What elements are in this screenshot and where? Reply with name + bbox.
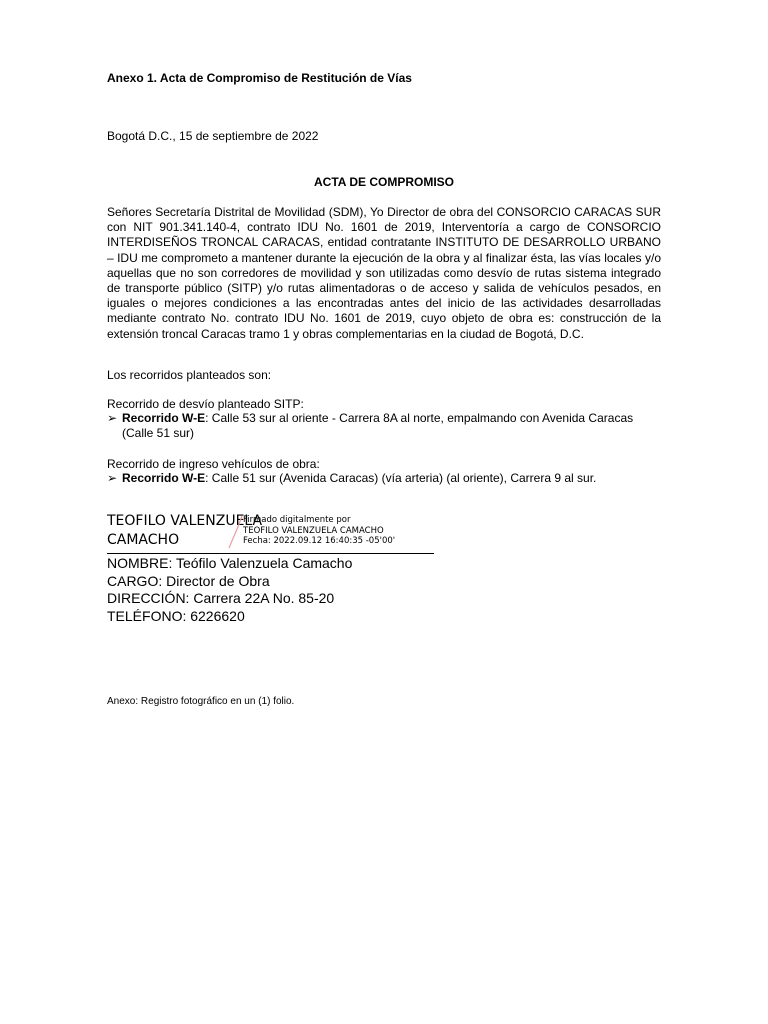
route-section-sitp [107,397,661,441]
contact-role: CARGO: Director de Obra [107,572,270,589]
contact-phone: TELÉFONO: 6226620 [107,607,245,624]
digital-signature-stamp [243,515,395,547]
signature-line [107,553,434,554]
route-bullet [107,471,661,486]
contact-block [107,555,352,625]
route-bullet-bold: Recorrido W-E [122,411,206,425]
commitment-paragraph: Señores Secretaría Distrital de Movilidad (SDM), Yo Director de obra del CONSORCIO CARACAS SUR con NIT 901.341.140-4, contrato IDU No. 1601 de 2019, Interventoría a cargo de CONSORCIO INTERDISEÑOS TRONCAL CARACAS, entidad contratante INSTITUTO DE DESARROLLO URBANO – IDU me comprometo a mantener durante la ejecución de la obra y al finalizar ésta, las vías locales y/o aquellas que no son corredores de movilidad y son utilizadas como desvío de rutas sistema integrado de transporte público (SITP) y/o rutas alimentadoras o de acceso y salida de vehículos pesados, en iguales o mejores condiciones a las encontradas antes del inicio de las actividades desarrolladas mediante contrato No. contrato IDU No. 1601 de 2019, cuyo objeto de obra es: construcción de la extensión troncal Caracas tramo 1 y obras complementarias en la ciudad de Bogotá, D.C. [107,205,661,341]
signature-name-line1: TEOFILO VALENZUELA [107,513,263,529]
contact-address: DIRECCIÓN: Carrera 22A No. 85-20 [107,590,335,606]
route-bullet-detail: : Calle 53 sur al oriente - Carrera 8A al norte, empalmando con Avenida Caracas (Calle 51 sur) [122,411,634,441]
route-bullet [107,411,661,441]
digital-signature-label: Firmado digitalmente por [243,515,351,525]
document-title: Anexo 1. Acta de Compromiso de Restitución de Vías [107,71,412,85]
route-bullet-text [122,471,661,486]
arrow-bullet-icon: ➢ [107,471,118,485]
route-bullet-text [122,411,661,441]
annex-note: Anexo: Registro fotográfico en un (1) folio. [107,696,295,707]
arrow-bullet-icon: ➢ [107,411,118,425]
signature-name-line2: CAMACHO [107,532,180,548]
routes-intro: Los recorridos planteados son: [107,368,272,382]
route-bullet-bold: Recorrido W-E [122,471,206,485]
contact-name: NOMBRE: Teófilo Valenzuela Camacho [107,555,353,571]
place-date: Bogotá D.C., 15 de septiembre de 2022 [107,129,319,143]
section-label: Recorrido de ingreso vehículos de obra: [107,457,320,471]
route-bullet-detail: : Calle 51 sur (Avenida Caracas) (vía arteria) (al oriente), Carrera 9 al sur. [205,471,597,485]
act-heading: ACTA DE COMPROMISO [314,175,454,189]
digital-signature-name: TEOFILO VALENZUELA CAMACHO [243,525,384,536]
route-section-works [107,457,661,486]
section-label: Recorrido de desvío planteado SITP: [107,397,304,411]
digital-signature-date: Fecha: 2022.09.12 16:40:35 -05'00' [243,536,396,546]
